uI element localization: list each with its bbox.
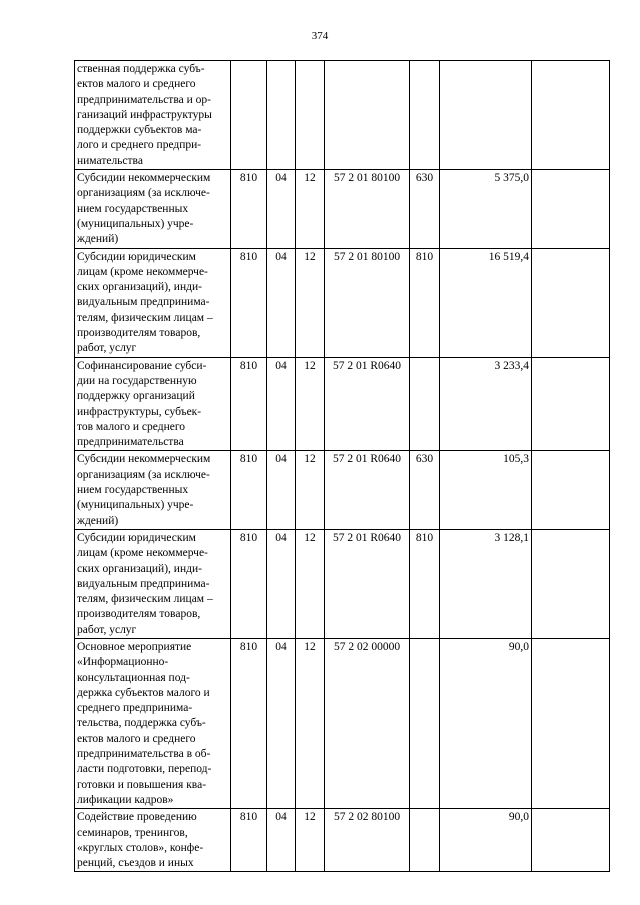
- table-row: [75, 638, 610, 808]
- extra-cell: [532, 638, 610, 808]
- row-name-cell: Субсидии юридическим лицам (кроме некоммерче- ских организаций), инди- видуальным предпринима- телям, физическим лицам – производителям товаров, работ, услуг: [75, 529, 231, 638]
- extra-cell: [532, 809, 610, 872]
- csr-cell: 57 2 01 R0640: [325, 451, 410, 529]
- extra-cell: [532, 451, 610, 529]
- csr-cell: 57 2 01 80100: [325, 170, 410, 248]
- vedomstvo-cell: 810: [231, 451, 267, 529]
- sum-cell: 3 233,4: [440, 357, 532, 451]
- table-row: [75, 357, 610, 451]
- podrazdel-cell: 12: [296, 638, 325, 808]
- vedomstvo-cell: 810: [231, 529, 267, 638]
- razdel-cell: 04: [267, 451, 296, 529]
- row-name-cell: Субсидии юридическим лицам (кроме некоммерче- ских организаций), инди- видуальным предпринима- телям, физическим лицам – производителям товаров, работ, услуг: [75, 248, 231, 357]
- vedomstvo-cell: 810: [231, 170, 267, 248]
- sum-cell: 90,0: [440, 638, 532, 808]
- sum-cell: 5 375,0: [440, 170, 532, 248]
- razdel-cell: 04: [267, 809, 296, 872]
- vedomstvo-cell: 810: [231, 357, 267, 451]
- podrazdel-cell: 12: [296, 357, 325, 451]
- razdel-cell: 04: [267, 529, 296, 638]
- razdel-cell: 04: [267, 170, 296, 248]
- row-name-cell: Софинансирование субси- дии на государственную поддержку организаций инфраструктуры, субъек- тов малого и среднего предпринимательства: [75, 357, 231, 451]
- vr-cell: 810: [410, 529, 440, 638]
- vedomstvo-cell: [231, 61, 267, 170]
- razdel-cell: 04: [267, 248, 296, 357]
- table-row: [75, 451, 610, 529]
- podrazdel-cell: 12: [296, 451, 325, 529]
- sum-cell: 16 519,4: [440, 248, 532, 357]
- razdel-cell: 04: [267, 357, 296, 451]
- table-row: [75, 529, 610, 638]
- razdel-cell: [267, 61, 296, 170]
- podrazdel-cell: 12: [296, 170, 325, 248]
- podrazdel-cell: [296, 61, 325, 170]
- podrazdel-cell: 12: [296, 248, 325, 357]
- vr-cell: 630: [410, 451, 440, 529]
- page-number: 374: [311, 30, 329, 42]
- extra-cell: [532, 61, 610, 170]
- vr-cell: 630: [410, 170, 440, 248]
- budget-table: [74, 60, 610, 872]
- vedomstvo-cell: 810: [231, 638, 267, 808]
- table-row: [75, 61, 610, 170]
- vr-cell: [410, 638, 440, 808]
- extra-cell: [532, 248, 610, 357]
- sum-cell: 90,0: [440, 809, 532, 872]
- sum-cell: 105,3: [440, 451, 532, 529]
- csr-cell: [325, 61, 410, 170]
- extra-cell: [532, 170, 610, 248]
- vr-cell: 810: [410, 248, 440, 357]
- csr-cell: 57 2 02 80100: [325, 809, 410, 872]
- table-row: [75, 809, 610, 872]
- sum-cell: [440, 61, 532, 170]
- table-row: [75, 248, 610, 357]
- podrazdel-cell: 12: [296, 809, 325, 872]
- row-name-cell: Основное мероприятие «Информационно- консультационная под- держка субъектов малого и среднего предпринима- тельства, поддержка субъ- ектов малого и среднего предпринимательства в об- ласти подготовки, перепод- готовки и повышения ква- лификации кадров»: [75, 638, 231, 808]
- vr-cell: [410, 357, 440, 451]
- row-name-cell: ственная поддержка субъ- ектов малого и среднего предпринимательства и ор- ганизаций инфраструктуры поддержки субъектов ма- лого и среднего предпри- нимательства: [75, 61, 231, 170]
- table-row: [75, 170, 610, 248]
- csr-cell: 57 2 01 R0640: [325, 357, 410, 451]
- podrazdel-cell: 12: [296, 529, 325, 638]
- row-name-cell: Содействие проведению семинаров, тренингов, «круглых столов», конфе- ренций, съездов и иных: [75, 809, 231, 872]
- extra-cell: [532, 529, 610, 638]
- extra-cell: [532, 357, 610, 451]
- vr-cell: [410, 809, 440, 872]
- csr-cell: 57 2 01 R0640: [325, 529, 410, 638]
- row-name-cell: Субсидии некоммерческим организациям (за исключе- нием государственных (муниципальных) учре- ждений): [75, 170, 231, 248]
- sum-cell: 3 128,1: [440, 529, 532, 638]
- vedomstvo-cell: 810: [231, 809, 267, 872]
- razdel-cell: 04: [267, 638, 296, 808]
- row-name-cell: Субсидии некоммерческим организациям (за исключе- нием государственных (муниципальных) учре- ждений): [75, 451, 231, 529]
- vedomstvo-cell: 810: [231, 248, 267, 357]
- csr-cell: 57 2 02 00000: [325, 638, 410, 808]
- vr-cell: [410, 61, 440, 170]
- csr-cell: 57 2 01 80100: [325, 248, 410, 357]
